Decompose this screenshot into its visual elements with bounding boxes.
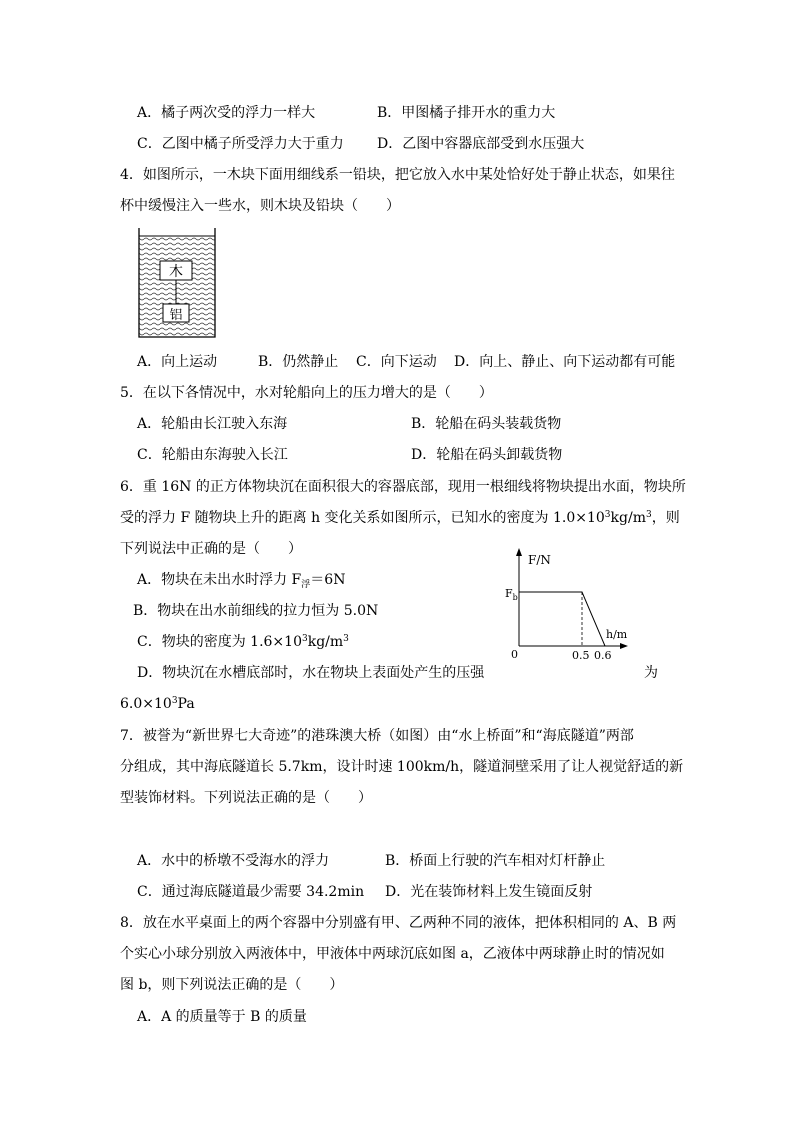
wood-label: 木 bbox=[169, 264, 183, 280]
q5-stem: 5．在以下各情况中，水对轮船向上的压力增大的是（ ） bbox=[120, 385, 493, 401]
q5-option-d: D．轮船在码头卸载货物 bbox=[411, 447, 563, 463]
q5-option-a: A．轮船由长江驶入东海 bbox=[137, 416, 288, 432]
force-curve bbox=[519, 592, 605, 646]
q4-option-a: A．向上运动 bbox=[137, 354, 218, 370]
q7-stem-line2: 分组成，其中海底隧道长 5.7km，设计时速 100km/h，隧道洞壁采用了让人视觉舒适的新 bbox=[120, 759, 684, 775]
q8-stem-line1: 8．放在水平桌面上的两个容器中分别盛有甲、乙两种不同的液体，把体积相同的 A、B 两 bbox=[120, 915, 677, 931]
q7-stem-line1: 7．被誉为“新世界七大奇迹”的港珠澳大桥（如图）由“水上桥面”和“海底隧道”两部 bbox=[120, 728, 634, 744]
q7-option-b: B．桥面上行驶的汽车相对灯杆静止 bbox=[385, 853, 606, 869]
q4-beaker-figure bbox=[136, 226, 218, 340]
q6-option-a: A．物块在未出水时浮力 $F_浮=6N$ bbox=[137, 572, 346, 590]
origin-label: 0 bbox=[511, 648, 518, 661]
force-height-graph bbox=[500, 542, 640, 664]
q6-option-b: B．物块在出水前细线的拉力恒为 5.0N bbox=[133, 603, 379, 619]
lead-label: 铝 bbox=[169, 308, 183, 323]
q8-option-a: A．A 的质量等于 B 的质量 bbox=[137, 1009, 307, 1025]
q3-option-c: C．乙图中橘子所受浮力大于重力 bbox=[137, 136, 344, 152]
q6-option-d-wei: 为 bbox=[644, 665, 658, 681]
q3-option-b: B．甲图橘子排开水的重力大 bbox=[377, 105, 556, 121]
q4-stem-line1: 4．如图所示，一木块下面用细线系一铅块，把它放入水中某处恰好处于静止状态，如果往 bbox=[120, 167, 675, 183]
q7-option-a: A．水中的桥墩不受海水的浮力 bbox=[137, 853, 330, 869]
q8-stem-line3: 图 b，则下列说法正确的是（ ） bbox=[120, 977, 344, 993]
q5-option-c: C．轮船由东海驶入长江 bbox=[137, 447, 288, 463]
q7-option-d: D．光在装饰材料上发生镜面反射 bbox=[385, 884, 593, 900]
tick-label-0-6: 0.6 bbox=[594, 649, 612, 662]
x-axis-arrow bbox=[620, 643, 628, 649]
q6-option-d-value: $6.0\times 10^3Pa$ bbox=[120, 696, 195, 712]
q6-stem-line1: 6．重 16N 的正方体物块沉在面积很大的容器底部，现用一根细线将物块提出水面，物块所 bbox=[120, 479, 686, 495]
y-axis-arrow bbox=[516, 548, 522, 556]
q4-stem-line2: 杯中缓慢注入一些水，则木块及铅块（ ） bbox=[120, 198, 400, 214]
q3-option-a: A．橘子两次受的浮力一样大 bbox=[137, 105, 316, 121]
q6-option-c: C．物块的密度为 $1.6\times 10^3kg/m^3$ bbox=[137, 634, 349, 650]
y-axis-label: F/N bbox=[528, 553, 551, 567]
q3-option-d: D．乙图中容器底部受到水压强大 bbox=[377, 136, 585, 152]
x-axis-label: h/m bbox=[606, 628, 628, 641]
q4-option-c: C．向下运动 bbox=[356, 354, 437, 370]
fb-label: $F_b$ bbox=[505, 587, 518, 602]
q4-option-b: B．仍然静止 bbox=[258, 354, 339, 370]
q6-option-d: D．物块沉在水槽底部时，水在物块上表面处产生的压强 bbox=[137, 665, 485, 681]
q6-stem-line2: 受的浮力 F 随物块上升的距离 h 变化关系如图所示，已知水的密度为 $1.0\times 10^3kg/m^3$，则 bbox=[120, 510, 680, 526]
q6-stem-line3: 下列说法中正确的是（ ） bbox=[120, 541, 302, 557]
q7-stem-line3: 型装饰材料。下列说法正确的是（ ） bbox=[120, 790, 372, 806]
tick-label-0-5: 0.5 bbox=[572, 649, 590, 662]
q5-option-b: B．轮船在码头装载货物 bbox=[411, 416, 562, 432]
q4-option-d: D．向上、静止、向下运动都有可能 bbox=[454, 354, 676, 370]
q8-stem-line2: 个实心小球分别放入两液体中，甲液体中两球沉底如图 a，乙液体中两球静止时的情况如 bbox=[120, 946, 665, 962]
q7-option-c: C．通过海底隧道最少需要 34.2min bbox=[137, 884, 365, 900]
